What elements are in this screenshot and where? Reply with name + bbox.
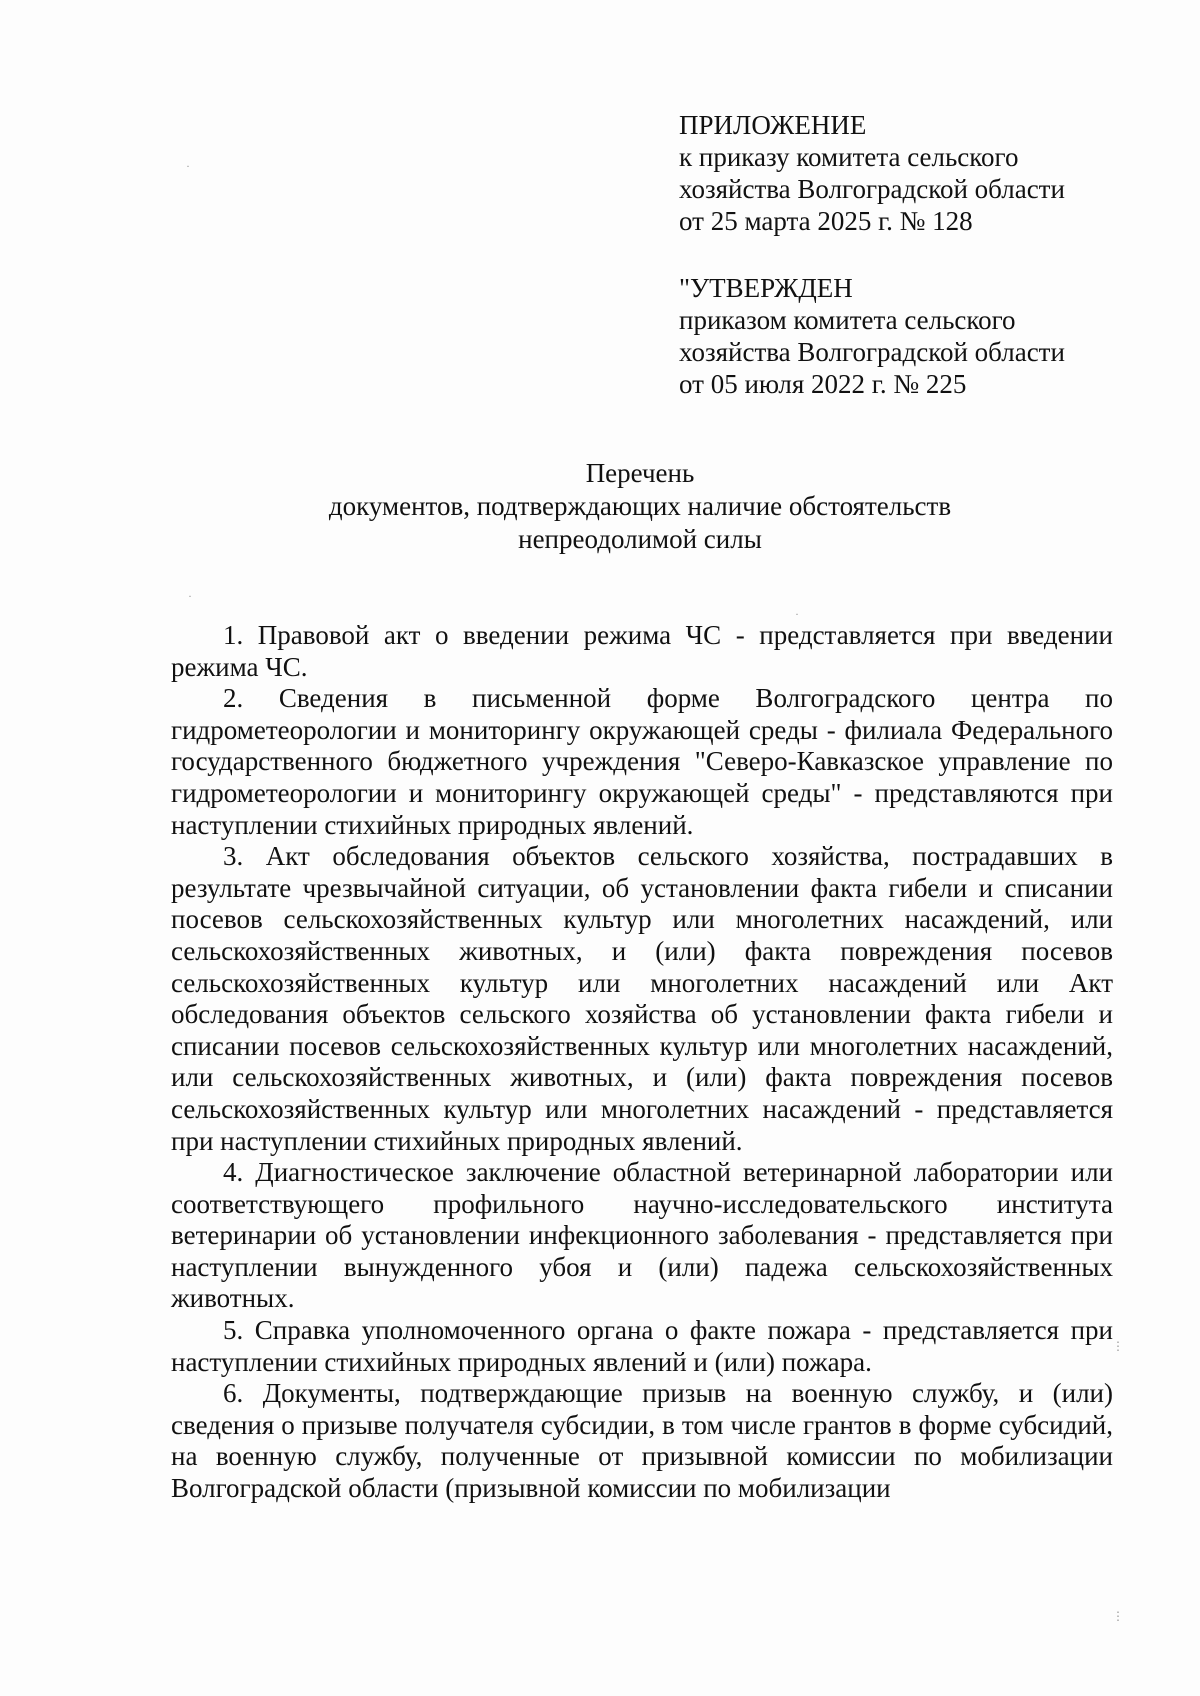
title-line: документов, подтверждающих наличие обстоятельств bbox=[328, 491, 952, 521]
scan-speck: · bbox=[188, 589, 192, 603]
scan-speck: · bbox=[186, 159, 190, 173]
list-item: 4. Диагностическое заключение областной ветеринарной лаборатории или соответствующего профильного научно-исследовательского института ветеринарии об установлении инфекционного заболевания - представляется при наступлении вынужденного убоя и (или) падежа сельскохозяйственных животных. bbox=[171, 1157, 1113, 1314]
appendix-line: от 25 марта 2025 г. № 128 bbox=[679, 206, 973, 236]
scan-speck: ⋮ bbox=[1112, 1339, 1124, 1353]
appendix-block bbox=[679, 109, 1149, 237]
document-title bbox=[170, 457, 1110, 556]
list-item: 3. Акт обследования объектов сельского хозяйства, пострадавших в результате чрезвычайной ситуации, об установлении факта гибели и списании посевов сельскохозяйственных культур или многолетних насаждений, или сельскохозяйственных животных, и (или) факта повреждения посевов сельскохозяйственных культур или многолетних насаждений или Акт обследования объектов сельского хозяйства об установлении факта гибели и списании посевов сельскохозяйственных культур или многолетних насаждений, или сельскохозяйственных животных, и (или) факта повреждения посевов сельскохозяйственных культур или многолетних насаждений - представляется при наступлении стихийных природных явлений. bbox=[171, 841, 1113, 1156]
approval-line: от 05 июля 2022 г. № 225 bbox=[679, 369, 967, 399]
approval-line: приказом комитета сельского bbox=[679, 305, 1016, 335]
appendix-line: к приказу комитета сельского bbox=[679, 142, 1019, 172]
appendix-heading: ПРИЛОЖЕНИЕ bbox=[679, 110, 867, 140]
list-item: 1. Правовой акт о введении режима ЧС - представляется при введении режима ЧС. bbox=[171, 620, 1113, 682]
scan-speck: ⋮ bbox=[1112, 1609, 1124, 1623]
document-list bbox=[171, 620, 1113, 1505]
scan-speck: · bbox=[795, 607, 799, 621]
approval-block bbox=[679, 272, 1149, 400]
list-item: 2. Сведения в письменной форме Волгоградского центра по гидрометеорологии и мониторингу окружающей среды - филиала Федерального государственного бюджетного учреждения "Северо-Кавказское управление по гидрометеорологии и мониторингу окружающей среды" - представляются при наступлении стихийных природных явлений. bbox=[171, 683, 1113, 840]
approval-line: хозяйства Волгоградской области bbox=[679, 337, 1065, 367]
list-item: 5. Справка уполномоченного органа о факте пожара - представляется при наступлении стихийных природных явлений и (или) пожара. bbox=[171, 1315, 1113, 1377]
approval-heading: "УТВЕРЖДЕН bbox=[679, 273, 853, 303]
title-line: непреодолимой силы bbox=[518, 524, 762, 554]
list-item: 6. Документы, подтверждающие призыв на военную службу, и (или) сведения о призыве получателя субсидии, в том числе грантов в форме субсидий, на военную службу, полученные от призывной комиссии по мобилизации Волгоградской области (призывной комиссии по мобилизации bbox=[171, 1378, 1113, 1504]
appendix-line: хозяйства Волгоградской области bbox=[679, 174, 1065, 204]
title-line: Перечень bbox=[585, 458, 695, 488]
